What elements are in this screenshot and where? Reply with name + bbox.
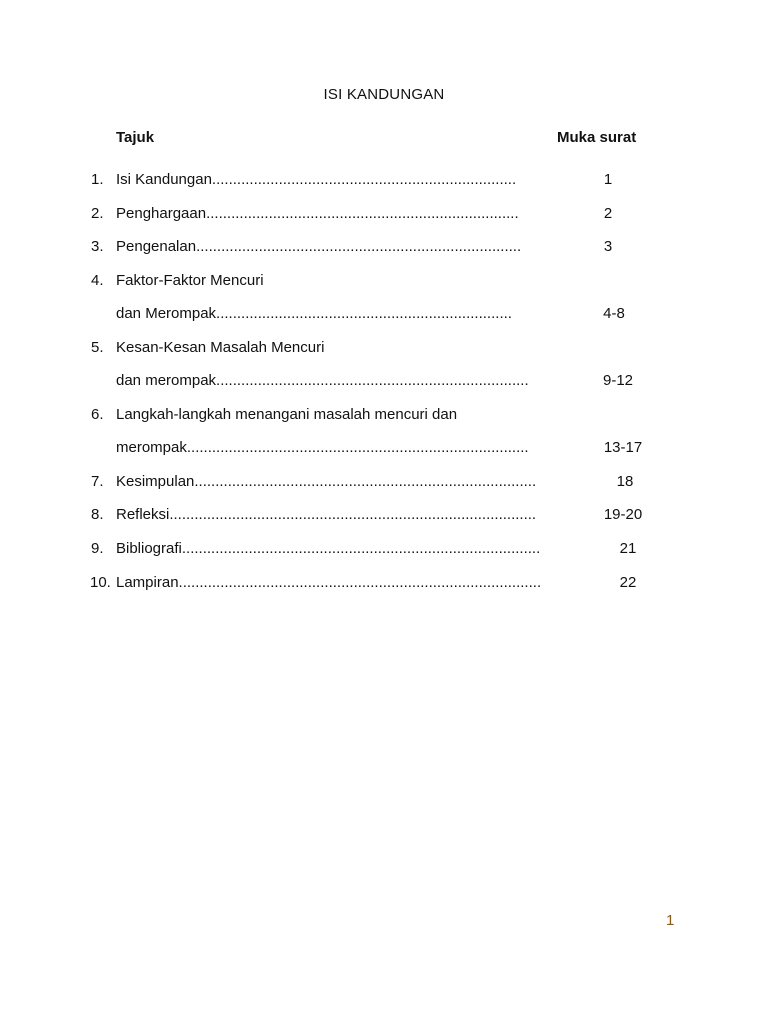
toc-line bbox=[0, 471, 768, 493]
toc-entry: Langkah-langkah menangani masalah mencuri dan bbox=[116, 406, 458, 423]
column-header-title: Tajuk bbox=[116, 129, 155, 146]
toc-line bbox=[0, 504, 768, 526]
toc-page: 1 bbox=[603, 171, 613, 188]
toc-line bbox=[0, 538, 768, 560]
toc-number: 6. bbox=[91, 406, 104, 423]
toc-number: 7. bbox=[91, 473, 104, 490]
toc-page: 4-8 bbox=[603, 305, 625, 322]
toc-entry: Kesimpulan.................................................................................. bbox=[116, 473, 537, 490]
toc-entry: dan Merompak....................................................................... bbox=[116, 305, 512, 322]
toc-page: 18 bbox=[616, 473, 634, 490]
toc-line bbox=[0, 270, 768, 292]
toc-line bbox=[0, 572, 768, 594]
footer-page-number: 1 bbox=[666, 912, 675, 929]
toc-entry: Bibliografi...................................................................................... bbox=[116, 540, 541, 557]
toc-number: 8. bbox=[91, 506, 104, 523]
toc-page: 19-20 bbox=[603, 506, 643, 523]
toc-entry: Refleksi........................................................................................ bbox=[116, 506, 537, 523]
toc-number: 9. bbox=[91, 540, 104, 557]
toc-page: 21 bbox=[619, 540, 637, 557]
toc-number: 10. bbox=[90, 574, 111, 591]
toc-line bbox=[0, 437, 768, 459]
toc-number: 1. bbox=[91, 171, 104, 188]
toc-line bbox=[0, 404, 768, 426]
toc-page: 22 bbox=[619, 574, 637, 591]
toc-entry: Faktor-Faktor Mencuri bbox=[116, 272, 264, 289]
toc-line bbox=[0, 370, 768, 392]
toc-line bbox=[0, 303, 768, 325]
toc-line bbox=[0, 169, 768, 191]
toc-entry: dan merompak........................................................................... bbox=[116, 372, 529, 389]
toc-number: 3. bbox=[91, 238, 104, 255]
toc-number: 5. bbox=[91, 339, 104, 356]
toc-number: 4. bbox=[91, 272, 104, 289]
toc-page: 3 bbox=[603, 238, 613, 255]
toc-line bbox=[0, 236, 768, 258]
toc-entry: merompak.................................................................................. bbox=[116, 439, 529, 456]
page-title: ISI KANDUNGAN bbox=[323, 86, 445, 103]
column-header-page: Muka surat bbox=[557, 129, 637, 146]
toc-number: 2. bbox=[91, 205, 104, 222]
toc-page: 13-17 bbox=[603, 439, 643, 456]
toc-line bbox=[0, 337, 768, 359]
toc-page: 9-12 bbox=[602, 372, 634, 389]
toc-entry: Pengenalan.............................................................................. bbox=[116, 238, 522, 255]
toc-entry: Penghargaan........................................................................... bbox=[116, 205, 519, 222]
toc-entry: Isi Kandungan......................................................................... bbox=[116, 171, 517, 188]
toc-entry: Kesan-Kesan Masalah Mencuri bbox=[116, 339, 325, 356]
toc-entry: Lampiran....................................................................................... bbox=[116, 574, 542, 591]
toc-line bbox=[0, 203, 768, 225]
toc-page: 2 bbox=[603, 205, 613, 222]
